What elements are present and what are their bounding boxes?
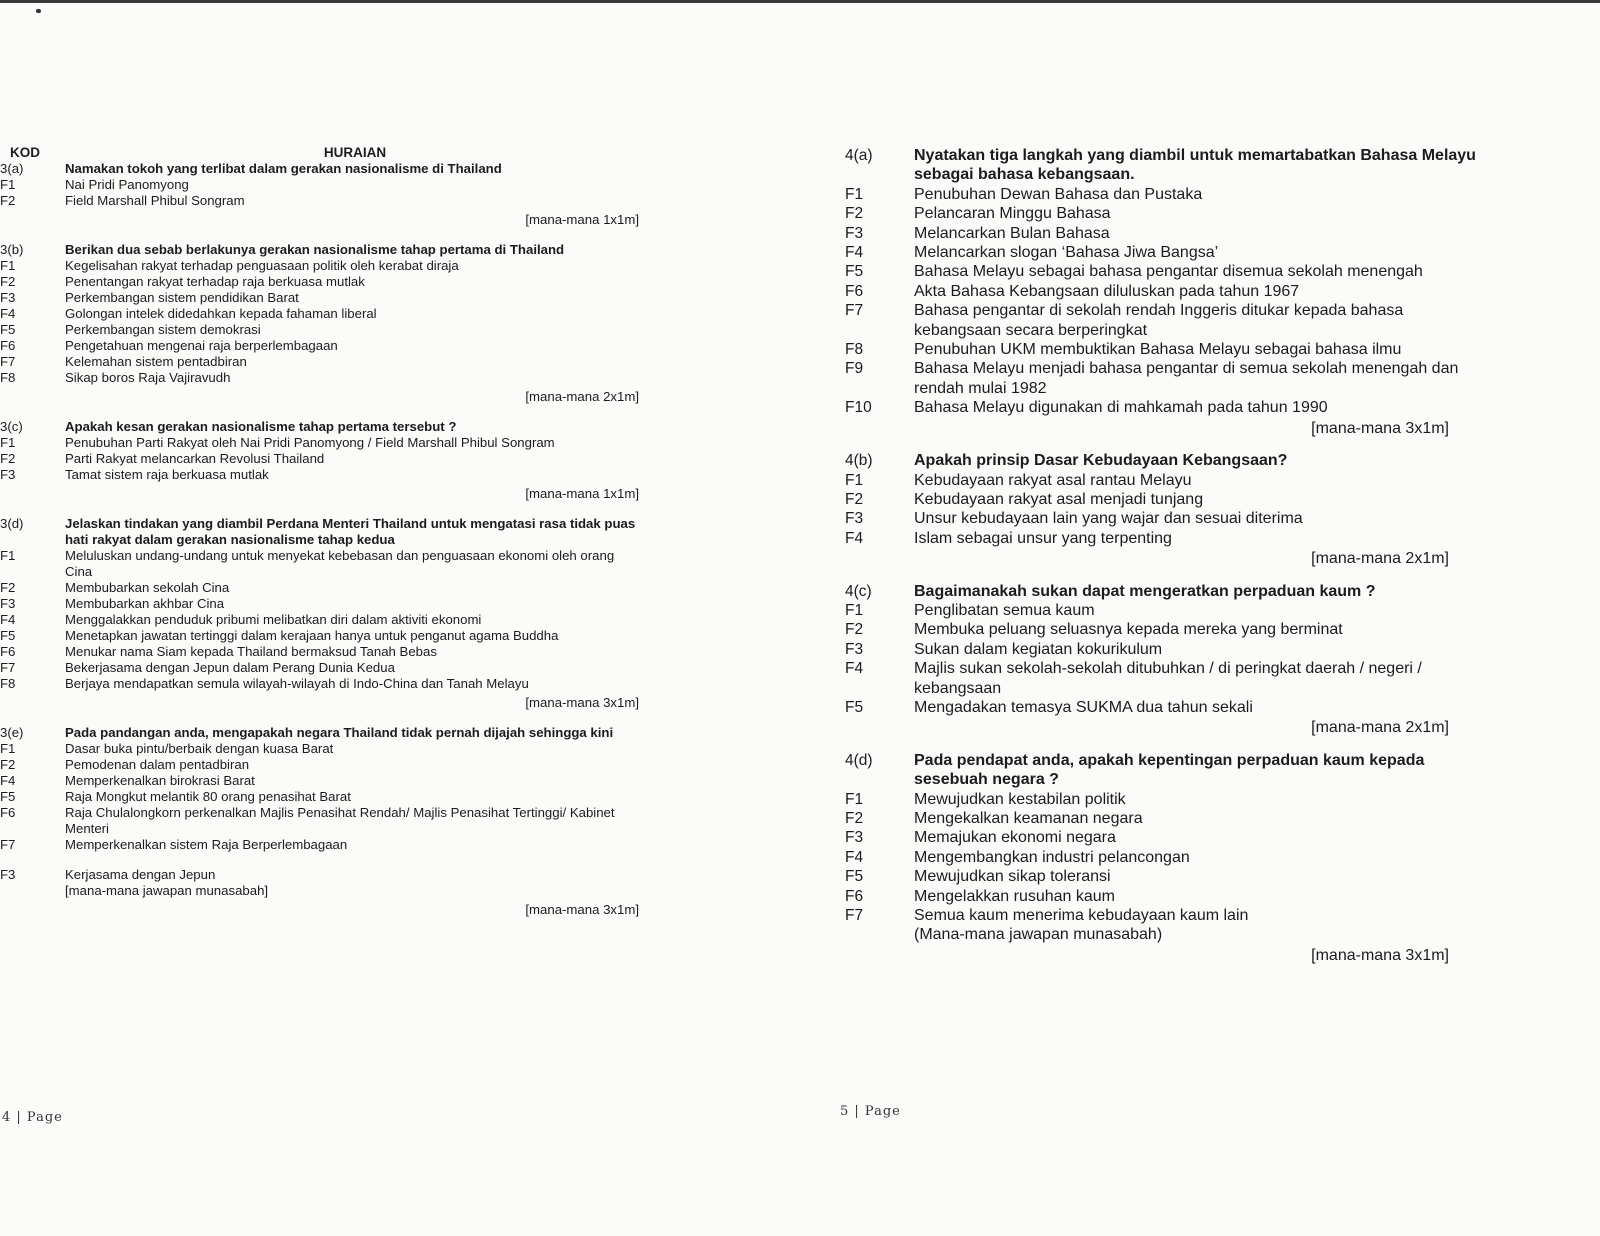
item-text: Akta Bahasa Kebangsaan diluluskan pada tahun 1967 xyxy=(914,282,1300,300)
item-code: F2 xyxy=(0,193,16,208)
item-text: Mengelakkan rusuhan kaum xyxy=(914,887,1116,905)
item-text: Pemodenan dalam pentadbiran xyxy=(65,757,250,772)
item-text: Dasar buka pintu/berbaik dengan kuasa Barat xyxy=(65,741,334,756)
answer-item xyxy=(0,354,650,370)
item-code: F3 xyxy=(0,290,16,305)
question-row xyxy=(0,516,650,548)
item-text: Menukar nama Siam kepada Thailand bermaksud Tanah Bebas xyxy=(65,644,437,659)
answer-item xyxy=(845,340,1485,359)
item-code: F7 xyxy=(0,837,16,852)
item-text: Pengetahuan mengenai raja berperlembagaan xyxy=(65,338,338,353)
item-code: F8 xyxy=(0,676,16,691)
answer-item xyxy=(0,867,650,883)
item-text: Menggalakkan penduduk pribumi melibatkan diri dalam aktiviti ekonomi xyxy=(65,612,482,627)
item-code: F6 xyxy=(845,887,864,905)
question-row xyxy=(845,146,1485,185)
answer-item xyxy=(0,773,650,789)
item-text: Kebudayaan rakyat asal rantau Melayu xyxy=(914,471,1192,489)
item-code: F1 xyxy=(845,185,864,203)
item-code: F7 xyxy=(0,660,16,675)
item-text: Penglibatan semua kaum xyxy=(914,601,1095,619)
item-code: F6 xyxy=(0,338,16,353)
item-code: F5 xyxy=(0,789,16,804)
item-text: Memperkenalkan sistem Raja Berperlembagaan xyxy=(65,837,348,852)
item-text: Perkembangan sistem pendidikan Barat xyxy=(65,290,299,305)
item-text: Penubuhan UKM membuktikan Bahasa Melayu sebagai bahasa ilmu xyxy=(914,341,1402,359)
item-text: Memperkenalkan birokrasi Barat xyxy=(65,773,255,788)
answer-item xyxy=(0,451,650,467)
answer-item xyxy=(845,848,1485,867)
item-code: F2 xyxy=(845,810,864,827)
item-text: Sikap boros Raja Vajiravudh xyxy=(65,370,231,385)
answer-item xyxy=(0,548,650,580)
item-code: F2 xyxy=(0,451,16,466)
item-text: Melancarkan slogan ‘Bahasa Jiwa Bangsa’ xyxy=(914,244,1219,262)
answer-item xyxy=(0,338,650,354)
answer-item xyxy=(0,676,650,692)
spacer xyxy=(0,853,650,867)
answer-item xyxy=(845,640,1485,659)
answer-item xyxy=(0,177,650,193)
right-page-footer: 5 | Page xyxy=(840,1104,901,1119)
item-text: Tamat sistem raja berkuasa mutlak xyxy=(65,467,269,482)
question-code: 3(c) xyxy=(0,419,23,434)
item-text: Membubarkan sekolah Cina xyxy=(65,580,230,595)
item-code: F10 xyxy=(845,399,872,417)
item-code: F5 xyxy=(845,263,864,281)
question-row xyxy=(845,582,1485,601)
item-text: Majlis sukan sekolah-sekolah ditubuhkan / di peringkat daerah / negeri / kebangsaan xyxy=(914,660,1422,697)
huraian-header: HURAIAN xyxy=(323,145,387,160)
item-code: F6 xyxy=(0,644,16,659)
item-text: Perkembangan sistem demokrasi xyxy=(65,322,261,337)
answer-item xyxy=(845,282,1485,301)
answer-item xyxy=(845,262,1485,281)
item-text: Golongan intelek didedahkan kepada fahaman liberal xyxy=(65,306,377,321)
answer-item xyxy=(0,741,650,757)
answer-section xyxy=(0,161,650,228)
item-code: F1 xyxy=(0,741,16,756)
item-code: F9 xyxy=(845,360,864,378)
question-code: 3(a) xyxy=(0,161,24,176)
item-text: Penubuhan Dewan Bahasa dan Pustaka xyxy=(914,185,1203,203)
item-code: F7 xyxy=(845,907,864,925)
question-code: 4(d) xyxy=(845,751,873,769)
item-text: Kelemahan sistem pentadbiran xyxy=(65,354,247,369)
answer-item xyxy=(0,435,650,451)
answer-item xyxy=(845,243,1485,262)
answer-item xyxy=(845,601,1485,620)
item-text: Penentangan rakyat terhadap raja berkuasa mutlak xyxy=(65,274,365,289)
question-code: 3(d) xyxy=(0,516,24,531)
question-text: Nyatakan tiga langkah yang diambil untuk memartabatkan Bahasa Melayu sebagai bahasa kebangsaan. xyxy=(914,147,1476,184)
question-row xyxy=(0,419,650,435)
answer-item xyxy=(845,398,1485,417)
answer-item xyxy=(0,596,650,612)
question-code: 3(b) xyxy=(0,242,24,257)
item-code: F6 xyxy=(0,805,16,820)
answer-item xyxy=(0,370,650,386)
item-text: Meluluskan undang-undang untuk menyekat kebebasan dan penguasaan ekonomi oleh orang Cina xyxy=(65,548,615,579)
answer-item xyxy=(845,301,1485,340)
item-text: Kebudayaan rakyat asal menjadi tunjang xyxy=(914,490,1204,508)
answer-section xyxy=(0,516,650,711)
left-page xyxy=(0,145,650,932)
answer-item xyxy=(845,471,1485,490)
note-text: [mana-mana jawapan munasabah] xyxy=(65,883,269,898)
item-text: Kegelisahan rakyat terhadap penguasaan politik oleh kerabat diraja xyxy=(65,258,459,273)
answer-item xyxy=(845,490,1485,509)
mark-allocation: [mana-mana 2x1m] xyxy=(1311,719,1449,737)
item-code: F4 xyxy=(845,244,864,262)
item-text: Nai Pridi Panomyong xyxy=(65,177,189,192)
answer-item xyxy=(0,580,650,596)
answer-item xyxy=(0,837,650,853)
answer-section xyxy=(0,725,650,918)
question-row xyxy=(0,161,650,177)
item-code: F1 xyxy=(0,258,16,273)
answer-item xyxy=(0,789,650,805)
answer-item xyxy=(0,306,650,322)
answer-item xyxy=(845,185,1485,204)
item-text: Membubarkan akhbar Cina xyxy=(65,596,225,611)
answer-item xyxy=(845,790,1485,809)
item-text: Mengekalkan keamanan negara xyxy=(914,810,1143,827)
item-code: F1 xyxy=(845,471,864,489)
right-page xyxy=(845,146,1485,978)
item-text: Parti Rakyat melancarkan Revolusi Thailand xyxy=(65,451,325,466)
item-code: F4 xyxy=(0,773,16,788)
item-code: F5 xyxy=(845,868,864,886)
question-code: 4(c) xyxy=(845,582,872,600)
item-code: F3 xyxy=(845,829,864,847)
answer-item xyxy=(0,193,650,209)
table-header xyxy=(0,145,650,161)
question-row xyxy=(0,725,650,741)
answer-item xyxy=(845,224,1485,243)
answer-item xyxy=(845,659,1485,698)
item-text: Sukan dalam kegiatan kokurikulum xyxy=(914,640,1163,658)
item-code: F2 xyxy=(0,757,16,772)
question-code: 4(a) xyxy=(845,147,873,164)
answer-item xyxy=(0,757,650,773)
mark-allocation: [mana-mana 3x1m] xyxy=(1311,946,1449,964)
item-code: F5 xyxy=(845,698,864,716)
item-code: F3 xyxy=(845,510,864,528)
answer-item xyxy=(0,322,650,338)
item-text: Penubuhan Parti Rakyat oleh Nai Pridi Panomyong / Field Marshall Phibul Songram xyxy=(65,435,555,450)
item-code: F6 xyxy=(845,282,864,300)
item-code: F8 xyxy=(845,341,864,359)
item-text: Raja Chulalongkorn perkenalkan Majlis Penasihat Rendah/ Majlis Penasihat Tertinggi/ Kabinet Menteri xyxy=(65,805,615,836)
item-text: Unsur kebudayaan lain yang wajar dan sesuai diterima xyxy=(914,510,1303,528)
item-code: F2 xyxy=(845,490,864,508)
item-text: Mengembangkan industri pelancongan xyxy=(914,848,1190,866)
mark-allocation: [mana-mana 1x1m] xyxy=(525,486,639,501)
scan-edge xyxy=(0,0,1600,3)
answer-item xyxy=(845,359,1485,398)
left-page-footer: 4 | Page xyxy=(2,1110,63,1125)
note-text: (Mana-mana jawapan munasabah) xyxy=(914,926,1163,944)
item-text: Berjaya mendapatkan semula wilayah-wilayah di Indo-China dan Tanah Melayu xyxy=(65,676,529,691)
item-text: Bekerjasama dengan Jepun dalam Perang Dunia Kedua xyxy=(65,660,395,675)
answer-section xyxy=(0,242,650,405)
item-text: Membuka peluang seluasnya kepada mereka yang berminat xyxy=(914,621,1343,639)
item-text: Bahasa Melayu menjadi bahasa pengantar di semua sekolah menengah dan rendah mulai 1982 xyxy=(914,360,1459,397)
item-text: Menetapkan jawatan tertinggi dalam kerajaan hanya untuk penganut agama Buddha xyxy=(65,628,559,643)
right-sections xyxy=(845,146,1485,965)
question-row xyxy=(845,751,1485,790)
mark-allocation: [mana-mana 2x1m] xyxy=(1311,550,1449,568)
mark-allocation: [mana-mana 3x1m] xyxy=(525,695,639,710)
answer-item xyxy=(0,660,650,676)
answer-item xyxy=(845,906,1485,925)
item-text: Raja Mongkut melantik 80 orang penasihat Barat xyxy=(65,789,351,804)
question-text: Pada pandangan anda, mengapakah negara Thailand tidak pernah dijajah sehingga kini xyxy=(65,725,614,740)
item-text: Kerjasama dengan Jepun xyxy=(65,867,216,882)
item-code: F3 xyxy=(0,867,16,882)
item-code: F1 xyxy=(845,601,864,619)
item-code: F7 xyxy=(0,354,16,369)
item-text: Bahasa Melayu sebagai bahasa pengantar disemua sekolah menengah xyxy=(914,263,1423,281)
item-code: F2 xyxy=(0,274,16,289)
item-text: Melancarkan Bulan Bahasa xyxy=(914,224,1110,242)
item-text: Bahasa Melayu digunakan di mahkamah pada tahun 1990 xyxy=(914,399,1328,417)
left-sections xyxy=(0,161,650,918)
item-code: F2 xyxy=(0,580,16,595)
item-text: Mengadakan temasya SUKMA dua tahun sekali xyxy=(914,698,1253,716)
item-code: F4 xyxy=(0,306,16,321)
question-text: Apakah kesan gerakan nasionalisme tahap pertama tersebut ? xyxy=(65,419,457,434)
item-code: F3 xyxy=(845,224,864,242)
item-text: Bahasa pengantar di sekolah rendah Inggeris ditukar kepada bahasa kebangsaan secara berperingkat xyxy=(914,302,1404,339)
answer-item xyxy=(845,529,1485,548)
question-code: 4(b) xyxy=(845,452,873,470)
answer-section xyxy=(845,146,1485,438)
note-code-spacer xyxy=(845,925,914,944)
question-text: Namakan tokoh yang terlibat dalam gerakan nasionalisme di Thailand xyxy=(65,161,502,176)
scan-speck xyxy=(36,9,41,13)
question-text: Apakah prinsip Dasar Kebudayaan Kebangsaan? xyxy=(914,452,1288,470)
item-code: F4 xyxy=(0,612,16,627)
answer-item xyxy=(845,828,1485,847)
item-code: F5 xyxy=(0,322,16,337)
answer-section xyxy=(845,582,1485,738)
item-code: F1 xyxy=(0,177,16,192)
answer-item xyxy=(0,628,650,644)
answer-item xyxy=(0,258,650,274)
item-code: F7 xyxy=(845,302,864,320)
item-text: Mewujudkan kestabilan politik xyxy=(914,790,1126,808)
item-text: Pelancaran Minggu Bahasa xyxy=(914,205,1111,223)
item-code: F4 xyxy=(845,660,864,678)
answer-item xyxy=(845,620,1485,639)
item-code: F2 xyxy=(845,621,864,639)
item-code: F3 xyxy=(0,467,16,482)
mark-allocation: [mana-mana 3x1m] xyxy=(525,902,639,917)
answer-item xyxy=(0,467,650,483)
item-code: F1 xyxy=(0,435,16,450)
item-text: Mewujudkan sikap toleransi xyxy=(914,868,1111,886)
answer-item xyxy=(845,509,1485,528)
question-text: Pada pendapat anda, apakah kepentingan perpaduan kaum kepada sesebuah negara ? xyxy=(914,751,1425,789)
answer-item xyxy=(845,867,1485,886)
item-code: F1 xyxy=(0,548,16,563)
answer-item xyxy=(0,290,650,306)
kod-header: KOD xyxy=(10,145,40,160)
mark-allocation: [mana-mana 2x1m] xyxy=(525,389,639,404)
answer-item xyxy=(0,274,650,290)
item-code: F1 xyxy=(845,790,864,808)
item-text: Memajukan ekonomi negara xyxy=(914,829,1116,847)
question-text: Jelaskan tindakan yang diambil Perdana Menteri Thailand untuk mengatasi rasa tidak puas hati rakyat dalam gerakan nasionalisme tahap kedua xyxy=(65,516,636,547)
answer-section xyxy=(845,451,1485,568)
mark-allocation: [mana-mana 1x1m] xyxy=(525,212,639,227)
answer-section xyxy=(0,419,650,502)
answer-item xyxy=(0,612,650,628)
answer-item xyxy=(845,698,1485,717)
question-code: 3(e) xyxy=(0,725,24,740)
question-text: Berikan dua sebab berlakunya gerakan nasionalisme tahap pertama di Thailand xyxy=(65,242,565,257)
answer-item xyxy=(0,644,650,660)
item-code: F5 xyxy=(0,628,16,643)
item-code: F2 xyxy=(845,205,864,223)
item-code: F3 xyxy=(845,640,864,658)
question-row xyxy=(0,242,650,258)
answer-item xyxy=(0,805,650,837)
question-row xyxy=(845,451,1485,470)
item-code: F4 xyxy=(845,848,864,866)
item-text: Semua kaum menerima kebudayaan kaum lain xyxy=(914,907,1249,925)
item-text: Islam sebagai unsur yang terpenting xyxy=(914,529,1172,547)
note-row xyxy=(0,883,650,899)
item-text: Field Marshall Phibul Songram xyxy=(65,193,245,208)
answer-item xyxy=(845,887,1485,906)
note-row xyxy=(845,925,1485,944)
item-code: F4 xyxy=(845,529,864,547)
answer-section xyxy=(845,751,1485,965)
note-code-spacer xyxy=(0,883,65,899)
mark-allocation: [mana-mana 3x1m] xyxy=(1311,419,1449,437)
question-text: Bagaimanakah sukan dapat mengeratkan perpaduan kaum ? xyxy=(914,582,1376,600)
answer-item xyxy=(845,809,1485,828)
item-code: F3 xyxy=(0,596,16,611)
item-code: F8 xyxy=(0,370,16,385)
answer-item xyxy=(845,204,1485,223)
